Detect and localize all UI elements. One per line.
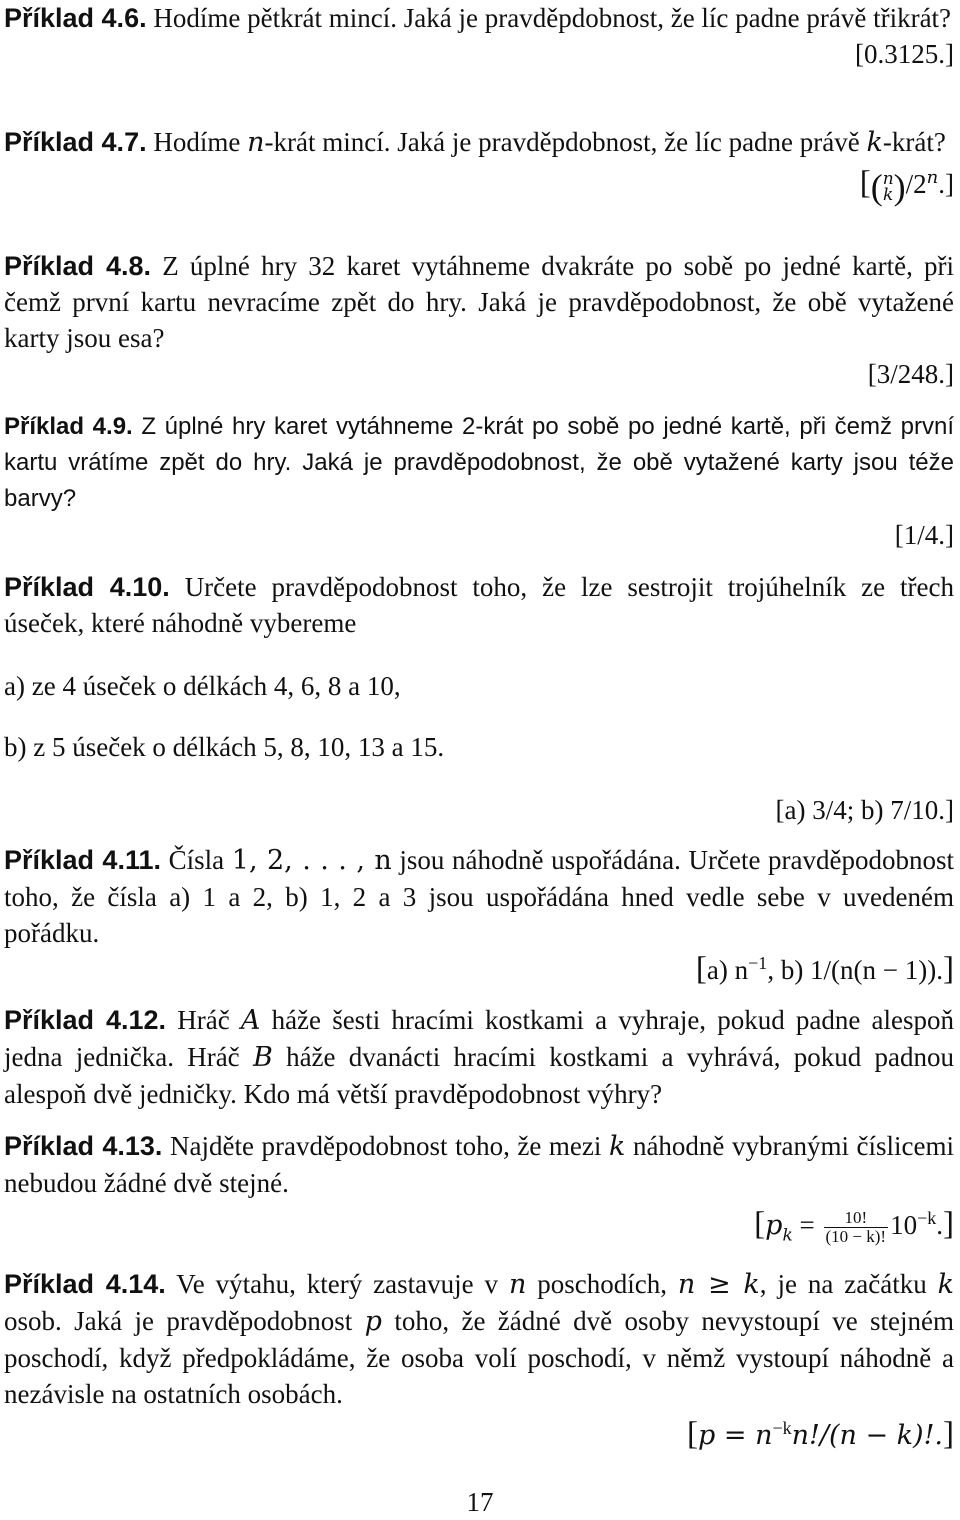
exercise-4-10-answer: [a) 3/4; b) 7/10.] <box>775 795 954 825</box>
math-var: n <box>508 1269 527 1300</box>
exercise-4-9-text <box>4 409 954 517</box>
answer-part: .] <box>938 169 954 199</box>
answer-part: , b) 1/(n(n − 1)). <box>767 955 943 985</box>
exercise-label: Příklad 4.14. <box>4 1269 166 1299</box>
exercise-body-part: Ve výtahu, který zastavuje v <box>176 1269 499 1299</box>
answer-exponent: −k <box>772 1418 792 1438</box>
exercise-4-14-text <box>4 1266 954 1412</box>
exercise-label: Příklad 4.7. <box>4 127 147 157</box>
answer-binomial <box>882 168 894 205</box>
answer-bracket: ] <box>943 951 954 987</box>
exercise-body-part: háže dvanácti hracími kostkami a vyhrává, pokud padnou alespoň dvě jedničky. Kdo má větší pravděpodobnost výhry? <box>4 1042 955 1109</box>
answer-part: 10 <box>890 1210 918 1240</box>
exercise-label: Příklad 4.12. <box>4 1005 167 1035</box>
exercise-body-part: -krát mincí. Jaká je pravděpdobnost, že líc padne právě <box>264 127 860 157</box>
binom-bottom: k <box>883 184 894 205</box>
answer-fraction <box>824 1209 889 1246</box>
exercise-body-part: Hráč <box>177 1005 230 1035</box>
math-var: B <box>252 1042 273 1073</box>
answer-bracket: [ <box>695 951 707 987</box>
answer-exponent: −k <box>917 1208 937 1228</box>
math-var: A <box>240 1005 261 1036</box>
exercise-label: Příklad 4.13. <box>4 1131 163 1161</box>
exercise-4-7-answer <box>4 161 954 209</box>
binom-top: n <box>882 168 894 189</box>
math-sequence: 1, 2, . . . , n <box>231 845 392 876</box>
answer-part: p = n <box>698 1420 773 1451</box>
list-item: a) ze 4 úseček o délkách 4, 6, 8 a 10, <box>4 671 401 701</box>
exercise-4-13-text <box>4 1128 954 1201</box>
answer-part: /2 <box>905 169 927 199</box>
exercise-body-part: háže šesti hracími kostkami a vyhraje, pokud padne alespoň jedna jednička. Hráč <box>4 1005 955 1072</box>
exercise-body-part: poschodích, <box>537 1269 667 1299</box>
exercise-4-12-text <box>4 1002 954 1112</box>
exercise-4-11 <box>4 842 954 988</box>
fraction-denominator: (10 − k)! <box>825 1227 887 1247</box>
math-var: n <box>247 127 265 158</box>
exercise-4-7 <box>4 124 954 209</box>
exercise-body-part: Čísla <box>168 845 225 875</box>
math-condition: n ≥ k <box>677 1269 760 1300</box>
math-var: k <box>608 1131 626 1162</box>
answer-part: a) n <box>706 955 749 985</box>
exercise-body-part: toho, že žádné dvě osoby nevystoupí ve stejném poschodí, když předpokládáme, že osoba volí poschodí, v němž vystoupí náhodně a nezávisle na ostatních osobách. <box>4 1306 955 1409</box>
math-var: k <box>937 1269 955 1300</box>
answer-bracket: ] <box>943 1416 954 1452</box>
exercise-label: Příklad 4.8. <box>4 251 152 281</box>
exercise-4-10-items <box>4 668 954 765</box>
exercise-4-10 <box>4 569 954 828</box>
exercise-label: Příklad 4.6. <box>4 3 147 33</box>
exercise-label: Příklad 4.11. <box>4 845 161 875</box>
exercise-body-part: Hodíme <box>153 127 241 157</box>
answer-part: n!/(n − k)!. <box>791 1420 943 1451</box>
page-number: 17 <box>466 1487 494 1517</box>
list-item: b) z 5 úseček o délkách 5, 8, 10, 13 a 15. <box>4 732 445 762</box>
math-var: k <box>866 127 883 158</box>
answer-bracket: ] <box>943 1206 954 1242</box>
exercise-4-8 <box>4 248 954 392</box>
exercise-4-11-answer <box>4 951 954 988</box>
exercise-4-11-text <box>4 842 954 951</box>
exercise-body-part: Najděte pravděpodobnost toho, že mezi <box>170 1131 602 1161</box>
fraction-numerator: 10! <box>824 1209 889 1228</box>
exercise-body-part: náhodně vybranými číslicemi nebudou žádné dvě stejné. <box>4 1131 954 1198</box>
answer-exponent: n <box>926 167 939 188</box>
math-var: p <box>364 1306 382 1337</box>
exercise-4-14 <box>4 1266 954 1454</box>
answer-bracket: [ <box>687 1416 698 1452</box>
exercise-label: Příklad 4.9. <box>4 413 133 440</box>
exercise-4-10-text <box>4 569 954 641</box>
exercise-4-14-answer <box>4 1416 954 1454</box>
exercise-body-part: jsou náhodně uspořádána. Určete pravděpodobnost toho, že čísla a) 1 a 2, b) 1, 2 a 3 jsou uspořádána hned vedle sebe v uvedeném pořádku. <box>4 845 955 948</box>
exercise-body: Určete pravděpodobnost toho, že lze sestrojit trojúhelník ze třech úseček, které náhodně vybereme <box>4 572 954 638</box>
exercise-body-part: osob. Jaká je pravděpodobnost <box>4 1306 353 1336</box>
exercise-4-6-answer: [0.3125.] <box>855 39 954 69</box>
exercise-4-6-text <box>4 0 954 36</box>
exercise-4-7-text <box>4 124 954 161</box>
answer-part: = <box>799 1210 815 1240</box>
exercise-4-6 <box>4 0 954 72</box>
exercise-body: Z úplné hry 32 karet vytáhneme dvakráte po sobě po jedné kartě, při čemž první kartu nevracíme zpět do hry. Jaká je pravděpodobnost, že obě vytažené karty jsou esa? <box>4 251 955 353</box>
exercise-body-part: -krát? <box>882 127 946 157</box>
answer-part: p <box>765 1210 783 1241</box>
answer-part: . <box>936 1210 943 1240</box>
exercise-4-8-text <box>4 248 954 356</box>
answer-bracket: [ <box>754 1206 766 1242</box>
exercise-body: Z úplné hry karet vytáhneme 2-krát po sobě po jedné kartě, při čemž první kartu vrátíme zpět do hry. Jaká je pravděpodobnost, že obě vytažené karty jsou téže barvy? <box>4 413 954 512</box>
answer-paren: ( <box>870 166 883 207</box>
exercise-label: Příklad 4.10. <box>4 572 170 602</box>
exercise-4-13 <box>4 1128 954 1258</box>
exercise-4-8-answer: [3/248.] <box>867 359 954 389</box>
answer-bracket: [ <box>859 165 871 201</box>
exercise-4-13-answer <box>4 1201 954 1258</box>
answer-exponent: −1 <box>748 953 768 973</box>
answer-subscript: k <box>782 1225 793 1246</box>
exercise-4-9-answer: [1/4.] <box>894 520 954 550</box>
answer-paren: ) <box>893 166 906 207</box>
exercise-4-12 <box>4 1002 954 1112</box>
exercise-body: Hodíme pětkrát mincí. Jaká je pravděpdobnost, že líc padne právě třikrát? <box>153 3 952 33</box>
exercise-body-part: , je na začátku <box>759 1269 927 1299</box>
exercise-4-9 <box>4 409 954 553</box>
